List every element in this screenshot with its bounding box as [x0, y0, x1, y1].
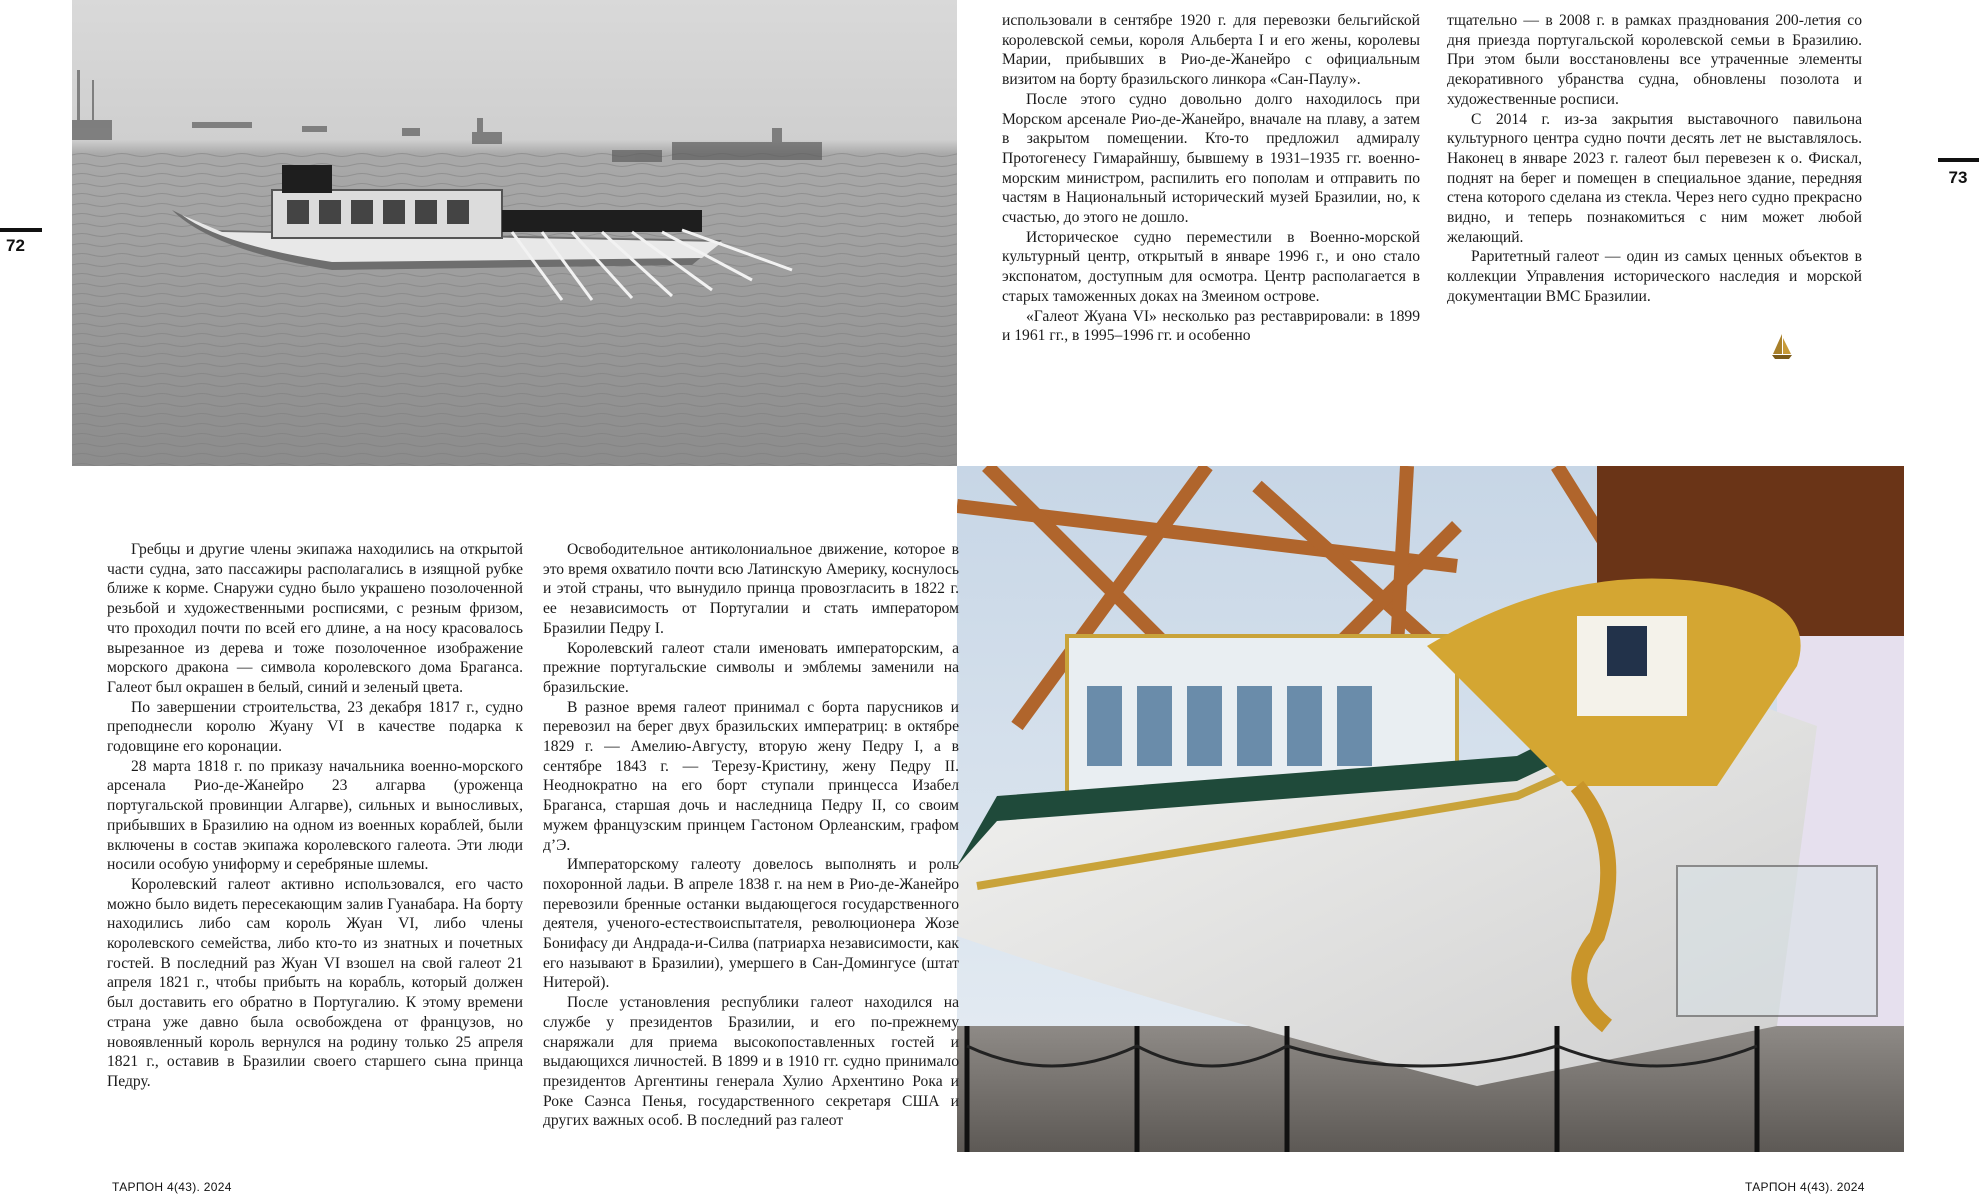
- article-column-top-left: [1002, 11, 1420, 346]
- article-column-top-right: [1447, 11, 1862, 307]
- galley-bw-photo: [72, 0, 957, 466]
- page-number-left: 72: [6, 236, 25, 255]
- paragraph: После этого судно довольно долго находилось при Морском арсенале Рио-де-Жанейро, вначале на плаву, а затем в закрытом помещении. Кто-то предложил адмиралу Протогенесу Гимарайншу, бывшему в 1931–1935 гг. военно-морским министром, распилить его пополам и отправить по частям в Национальный исторический музей Бразилии, но, к счастью, до этого не дошло.: [1002, 90, 1420, 227]
- paragraph: В разное время галеот принимал с борта парусников и перевозил на берег двух бразильских императриц: в октябре 1829 г. — Амелию-Августу, вторую жену Педру I, а в сентябре 1843 г. — Терезу-Кристину, жену Педру II. Неоднократно на его борт ступали принцесса Изабел Браганса, старшая дочь и наследница Педру II, со своим мужем французским принцем Гастоном Орлеанским, графом д’Э.: [543, 698, 959, 854]
- page-number-bar-right: [1938, 158, 1979, 162]
- sailboat-end-icon: [1770, 332, 1794, 360]
- paragraph: После установления республики галеот находился на службе у президентов Бразилии, и его по-прежнему снаряжали для приема высокопоставленных гостей и выдающихся личностей. В 1899 и в 1910 гг. судно принимало президентов Аргентины генерала Хулио Архентино Рока и Роке Саэнса Пенья, государственного секретаря США и других важных особ. В последний раз галеот: [543, 994, 959, 1130]
- paragraph: Императорскому галеоту довелось выполнять и роль похоронной ладьи. В апреле 1838 г. на нем в Рио-де-Жанейро перевозили бренные останки выдающегося государственного деятеля, ученого-естествоиспытателя, революционера Жозе Бонифасу ди Андрада-и-Силва (патриарха независимости, как его называют в Бразилии), умершего в Сан-Домингусе (штат Нитерой).: [543, 856, 959, 992]
- paragraph: Королевский галеот стали именовать императорским, а прежние португальские символы и эмблемы заменили на бразильские.: [543, 639, 959, 696]
- galley-color-photo: [957, 466, 1904, 1152]
- page-number-right: 73: [1948, 168, 1968, 187]
- paragraph: Королевский галеот активно использовался, его часто можно было видеть пересекающим залив Гуанабара. На борту находились либо сам король Жуан VI, либо члены королевского семейства, либо кто-то из знатных и почетных гостей. В последний раз Жуан VI взошел на свой галеот 21 апреля 1821 г., чтобы прибыть на корабль, который должен был доставить его обратно в Португалию. К этому времени страна уже давно была освобождена от французов, но новоявленный король вернулся на родину только 25 апреля 1821 г., оставив в Бразилии своего старшего сына принца Педру.: [107, 875, 523, 1090]
- paragraph: Раритетный галеот — один из самых ценных объектов в коллекции Управления исторического наследия и морской документации ВМС Бразилии.: [1447, 248, 1862, 305]
- paragraph: По завершении строительства, 23 декабря 1817 г., судно преподнесли королю Жуану VI в качестве подарка к годовщине его коронации.: [107, 698, 523, 756]
- footer-right: ТАРПОН 4(43). 2024: [1745, 1180, 1865, 1194]
- paragraph: С 2014 г. из-за закрытия выставочного павильона культурного центра судно почти десять лет не выставлялось. Наконец в январе 2023 г. галеот был перевезен к о. Фискал, поднят на берег и помещен в специальное здание, передняя стена которого сделана из стекла. Через него судно прекрасно видно, и теперь познакомиться с ним может любой желающий.: [1447, 110, 1862, 246]
- paragraph: 28 марта 1818 г. по приказу начальника военно-морского арсенала Рио-де-Жанейро 23 алгарва (уроженца португальской провинции Алгарве), сильных и выносливых, прибывших в Бразилию на одном из военных кораблей, были включены в состав экипажа королевского галеота. Эти люди носили особую униформу и серебряные шлемы.: [107, 757, 523, 874]
- page-number-bar-left: [0, 228, 42, 232]
- article-column-bottom-left: [107, 540, 523, 1092]
- paragraph: Освободительное антиколониальное движение, которое в это время охватило почти всю Латинскую Америку, коснулось и этой страны, что вынудило принца провозгласить в 1822 г. ее независимость от Португалии и стать императором Бразилии Педру I.: [543, 541, 959, 637]
- paragraph: Историческое судно переместили в Военно-морской культурный центр, открытый в январе 1996 г., и оно стало экспонатом, доступным для осмотра. Центр располагается в старых таможенных доках на Змеином острове.: [1002, 228, 1420, 305]
- footer-left: ТАРПОН 4(43). 2024: [112, 1180, 232, 1194]
- paragraph: Гребцы и другие члены экипажа находились на открытой части судна, зато пассажиры располагались в изящной рубке ближе к корме. Снаружи судно было украшено позолоченной резьбой и художественными росписями, с резным фризом, что проходил почти по всей его длине, а на носу красовалось вырезанное из дерева и тоже позолоченное изображение морского дракона — символа королевского дома Браганса. Галеот был окрашен в белый, синий и зеленый цвета.: [107, 541, 523, 696]
- article-column-bottom-middle: [543, 540, 959, 1131]
- paragraph: «Галеот Жуана VI» несколько раз реставрировали: в 1899 и 1961 гг., в 1995–1996 гг. и особенно: [1002, 307, 1420, 345]
- paragraph: использовали в сентябре 1920 г. для перевозки бельгийской королевской семьи, короля Альберта I и его жены, королевы Марии, прибывших в Рио-де-Жанейро с официальным визитом на борту бразильского линкора «Сан-Паулу».: [1002, 12, 1420, 89]
- paragraph: тщательно — в 2008 г. в рамках празднования 200-летия со дня приезда португальской королевской семьи в Бразилию. При этом были восстановлены все утраченные элементы декоративного убранства судна, обновлены позолота и художественные росписи.: [1447, 12, 1862, 108]
